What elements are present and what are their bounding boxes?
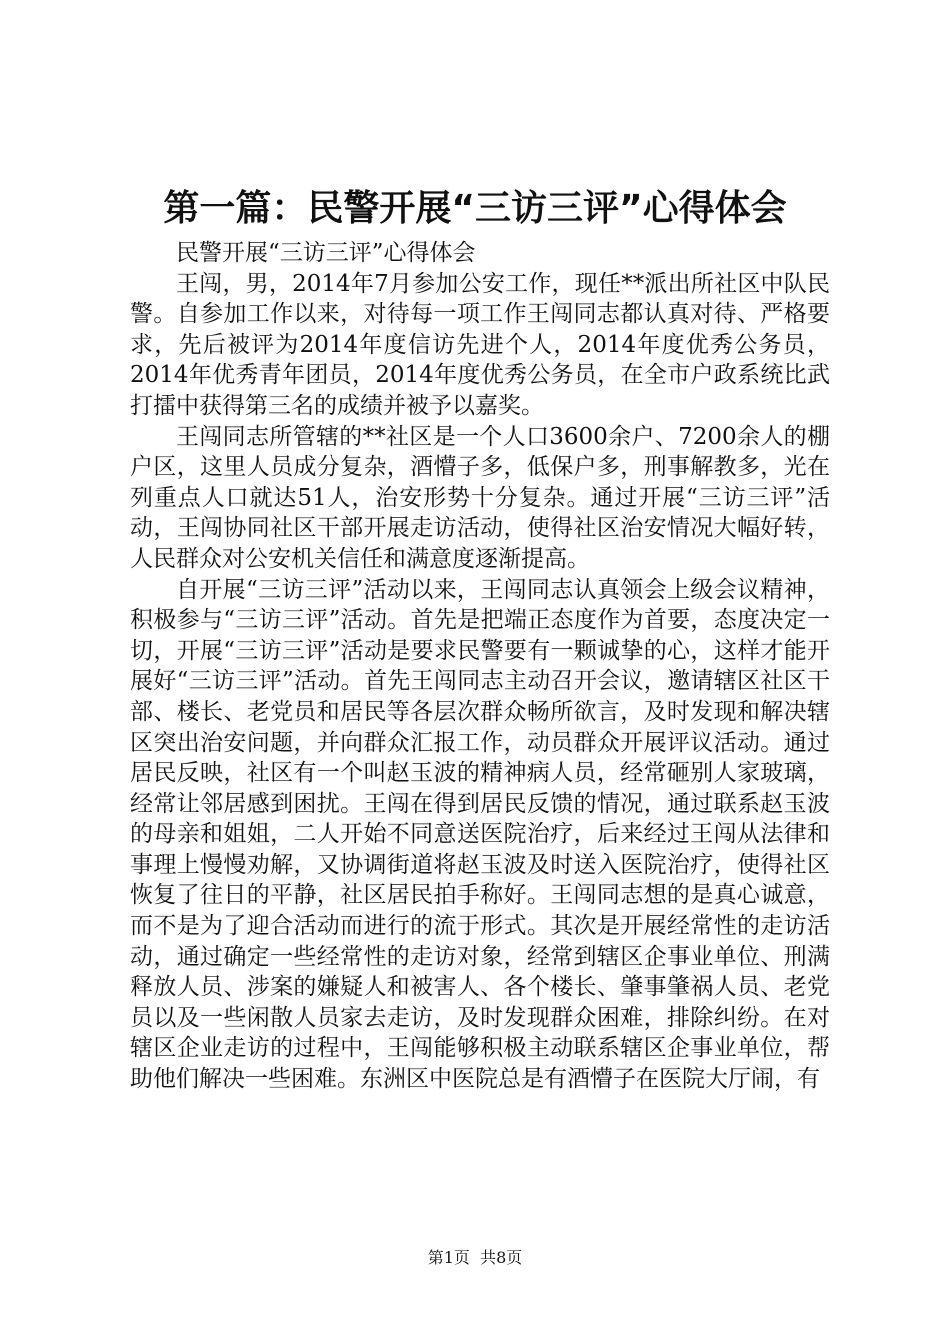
page-footer [0, 1248, 950, 1268]
paragraph-1: 王闯，男，2014年7月参加公安工作，现任**派出所社区中队民警。自参加工作以来，对待每一项工作王闯同志都认真对待、严格要求，先后被评为2014年度信访先进个人，2014年度优秀公务员，2014年优秀青年团员，2014年度优秀公务员，在全市户政系统比武打擂中获得第三名的成绩并被予以嘉奖。 [130, 270, 830, 419]
document-title: 第一篇：民警开展“三访三评”心得体会 [163, 188, 787, 229]
paragraph-3: 自开展“三访三评”活动以来，王闯同志认真领会上级会议精神，积极参与“三访三评”活动。首先是把端正态度作为首要，态度决定一切，开展“三访三评”活动是要求民警要有一颗诚挚的心，这样才能开展好“三访三评”活动。首先王闯同志主动召开会议，邀请辖区社区干部、楼长、老党员和居民等各层次群众畅所欲言，及时发现和解决辖区突出治安问题，并向群众汇报工作，动员群众开展评议活动。通过居民反映，社区有一个叫赵玉波的精神病人员，经常砸别人家玻璃，经常让邻居感到困扰。王闯在得到居民反馈的情况，通过联系赵玉波的母亲和姐姐，二人开始不同意送医院治疗，后来经过王闯从法律和事理上慢慢劝解，又协调街道将赵玉波及时送入医院治疗，使得社区恢复了往日的平静，社区居民拍手称好。王闯同志想的是真心诚意，而不是为了迎合活动而进行的流于形式。其次是开展经常性的走访活动，通过确定一些经常性的走访对象，经常到辖区企事业单位、刑满释放人员、涉案的嫌疑人和被害人、各个楼长、肇事肇祸人员、老党员以及一些闲散人员家去走访，及时发现群众困难，排除纠纷。在对辖区企业走访的过程中，王闯能够积极主动联系辖区企事业单位，帮助他们解决一些困难。东洲区中医院总是有酒懵子在医院大厅闹，有 [130, 576, 830, 1093]
document-body [130, 238, 830, 1095]
paragraph-2: 王闯同志所管辖的**社区是一个人口3600余户、7200余人的棚户区，这里人员成分复杂，酒懵子多，低保户多，刑事解教多，光在列重点人口就达51人，治安形势十分复杂。通过开展“三访三评”活动，王闯协同社区干部开展走访活动，使得社区治安情况大幅好转，人民群众对公安机关信任和满意度逐渐提高。 [130, 423, 830, 572]
page-number-label: 第1页 共8页 [427, 1248, 523, 1267]
document-subtitle: 民警开展“三访三评”心得体会 [176, 240, 476, 266]
